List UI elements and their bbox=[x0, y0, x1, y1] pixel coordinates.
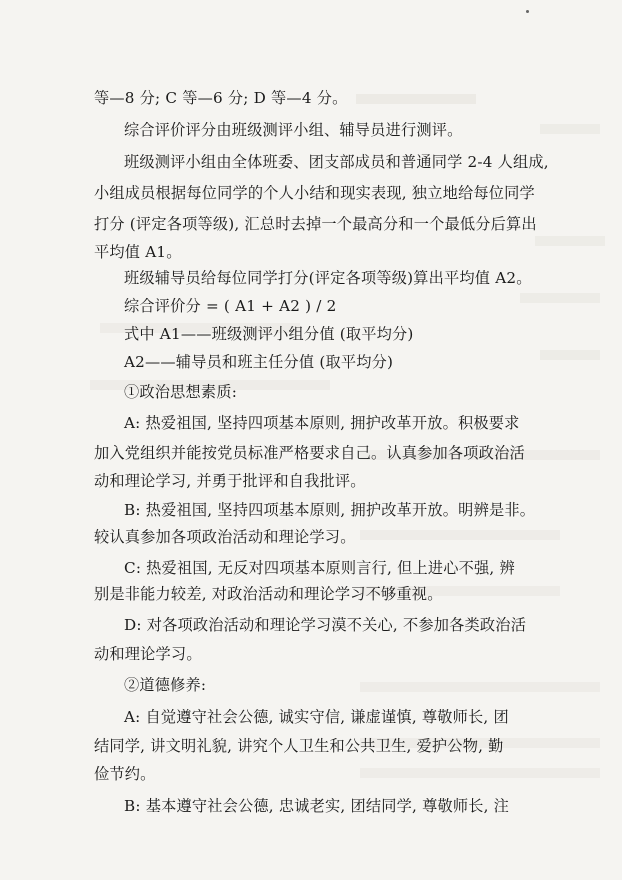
body-line: 小组成员根据每位同学的个人小结和现实表现, 独立地给每位同学 bbox=[94, 184, 535, 202]
formula-legend-a1: 式中 A1——班级测评小组分值 (取平均分) bbox=[124, 325, 414, 343]
bleed-through-mark bbox=[356, 94, 556, 104]
body-line: 班级辅导员给每位同学打分(评定各项等级)算出平均值 A2。 bbox=[124, 269, 532, 287]
body-line: 班级测评小组由全体班委、团支部成员和普通同学 2-4 人组成, bbox=[124, 153, 549, 171]
body-line: 打分 (评定各项等级), 汇总时去掉一个最高分和一个最低分后算出 bbox=[94, 215, 537, 233]
formula-line: 综合评价分 = ( A1 + A2 ) / 2 bbox=[124, 297, 337, 315]
bleed-through-mark bbox=[360, 768, 600, 778]
bleed-through-mark bbox=[535, 236, 605, 246]
scan-speck bbox=[526, 10, 529, 13]
body-line: 较认真参加各项政治活动和理论学习。 bbox=[94, 528, 356, 546]
bleed-through-mark bbox=[360, 682, 600, 692]
body-line: 结同学, 讲文明礼貌, 讲究个人卫生和公共卫生, 爱护公物, 勤 bbox=[94, 737, 504, 755]
body-line: D: 对各项政治活动和理论学习漠不关心, 不参加各类政治活 bbox=[124, 616, 527, 634]
body-line: C: 热爱祖国, 无反对四项基本原则言行, 但上进心不强, 辨 bbox=[124, 559, 515, 577]
section-heading-political: ①政治思想素质: bbox=[124, 383, 238, 401]
bleed-through-mark bbox=[540, 350, 600, 360]
body-line: 俭节约。 bbox=[94, 765, 156, 783]
body-line: 动和理论学习。 bbox=[94, 645, 202, 663]
bleed-through-mark bbox=[520, 293, 600, 303]
body-line: B: 基本遵守社会公德, 忠诚老实, 团结同学, 尊敬师长, 注 bbox=[124, 797, 510, 815]
body-line: A: 自觉遵守社会公德, 诚实守信, 谦虚谨慎, 尊敬师长, 团 bbox=[124, 708, 509, 726]
body-line: 加入党组织并能按党员标准严格要求自己。认真参加各项政治活 bbox=[94, 444, 525, 462]
body-line: 平均值 A1。 bbox=[94, 243, 182, 261]
body-line: A: 热爱祖国, 坚持四项基本原则, 拥护改革开放。积极要求 bbox=[124, 414, 520, 432]
formula-legend-a2: A2——辅导员和班主任分值 (取平均分) bbox=[124, 353, 394, 371]
bleed-through-mark bbox=[360, 530, 560, 540]
section-heading-morality: ②道德修养: bbox=[124, 676, 207, 694]
body-line: 动和理论学习, 并勇于批评和自我批评。 bbox=[94, 472, 366, 490]
body-line: B: 热爱祖国, 坚持四项基本原则, 拥护改革开放。明辨是非。 bbox=[124, 501, 536, 519]
body-line: 等—8 分; C 等—6 分; D 等—4 分。 bbox=[94, 89, 348, 107]
bleed-through-mark bbox=[540, 124, 600, 134]
body-line: 别是非能力较差, 对政治活动和理论学习不够重视。 bbox=[94, 585, 443, 603]
body-line: 综合评价评分由班级测评小组、辅导员进行测评。 bbox=[124, 121, 463, 139]
